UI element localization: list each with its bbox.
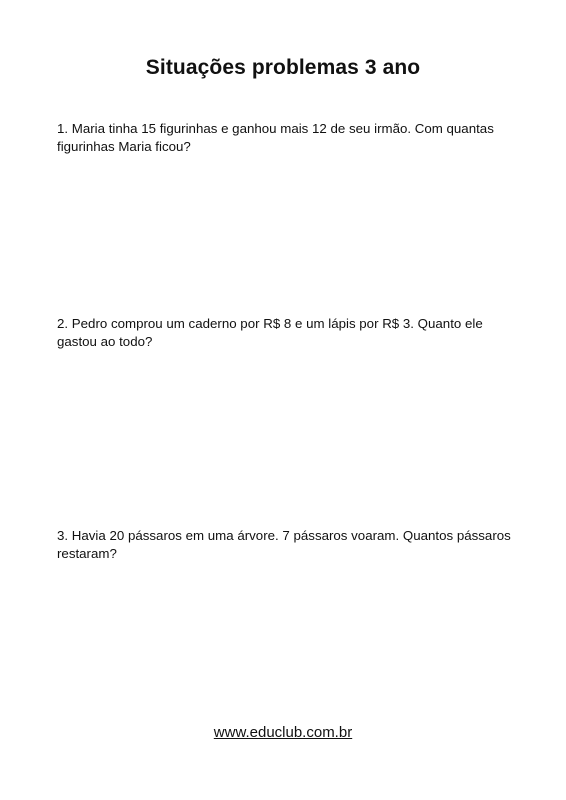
footer bbox=[0, 724, 566, 741]
problem-2-text: 2. Pedro comprou um caderno por R$ 8 e um lápis por R$ 3. Quanto ele gastou ao todo? bbox=[57, 316, 483, 349]
problem-3-text: 3. Havia 20 pássaros em uma árvore. 7 pássaros voaram. Quantos pássaros restaram? bbox=[57, 528, 511, 561]
website-link[interactable]: www.educlub.com.br bbox=[213, 724, 353, 741]
problem-1-text: 1. Maria tinha 15 figurinhas e ganhou mais 12 de seu irmão. Com quantas figurinhas Maria ficou? bbox=[57, 121, 494, 154]
page-title: Situações problemas 3 ano bbox=[145, 56, 421, 79]
